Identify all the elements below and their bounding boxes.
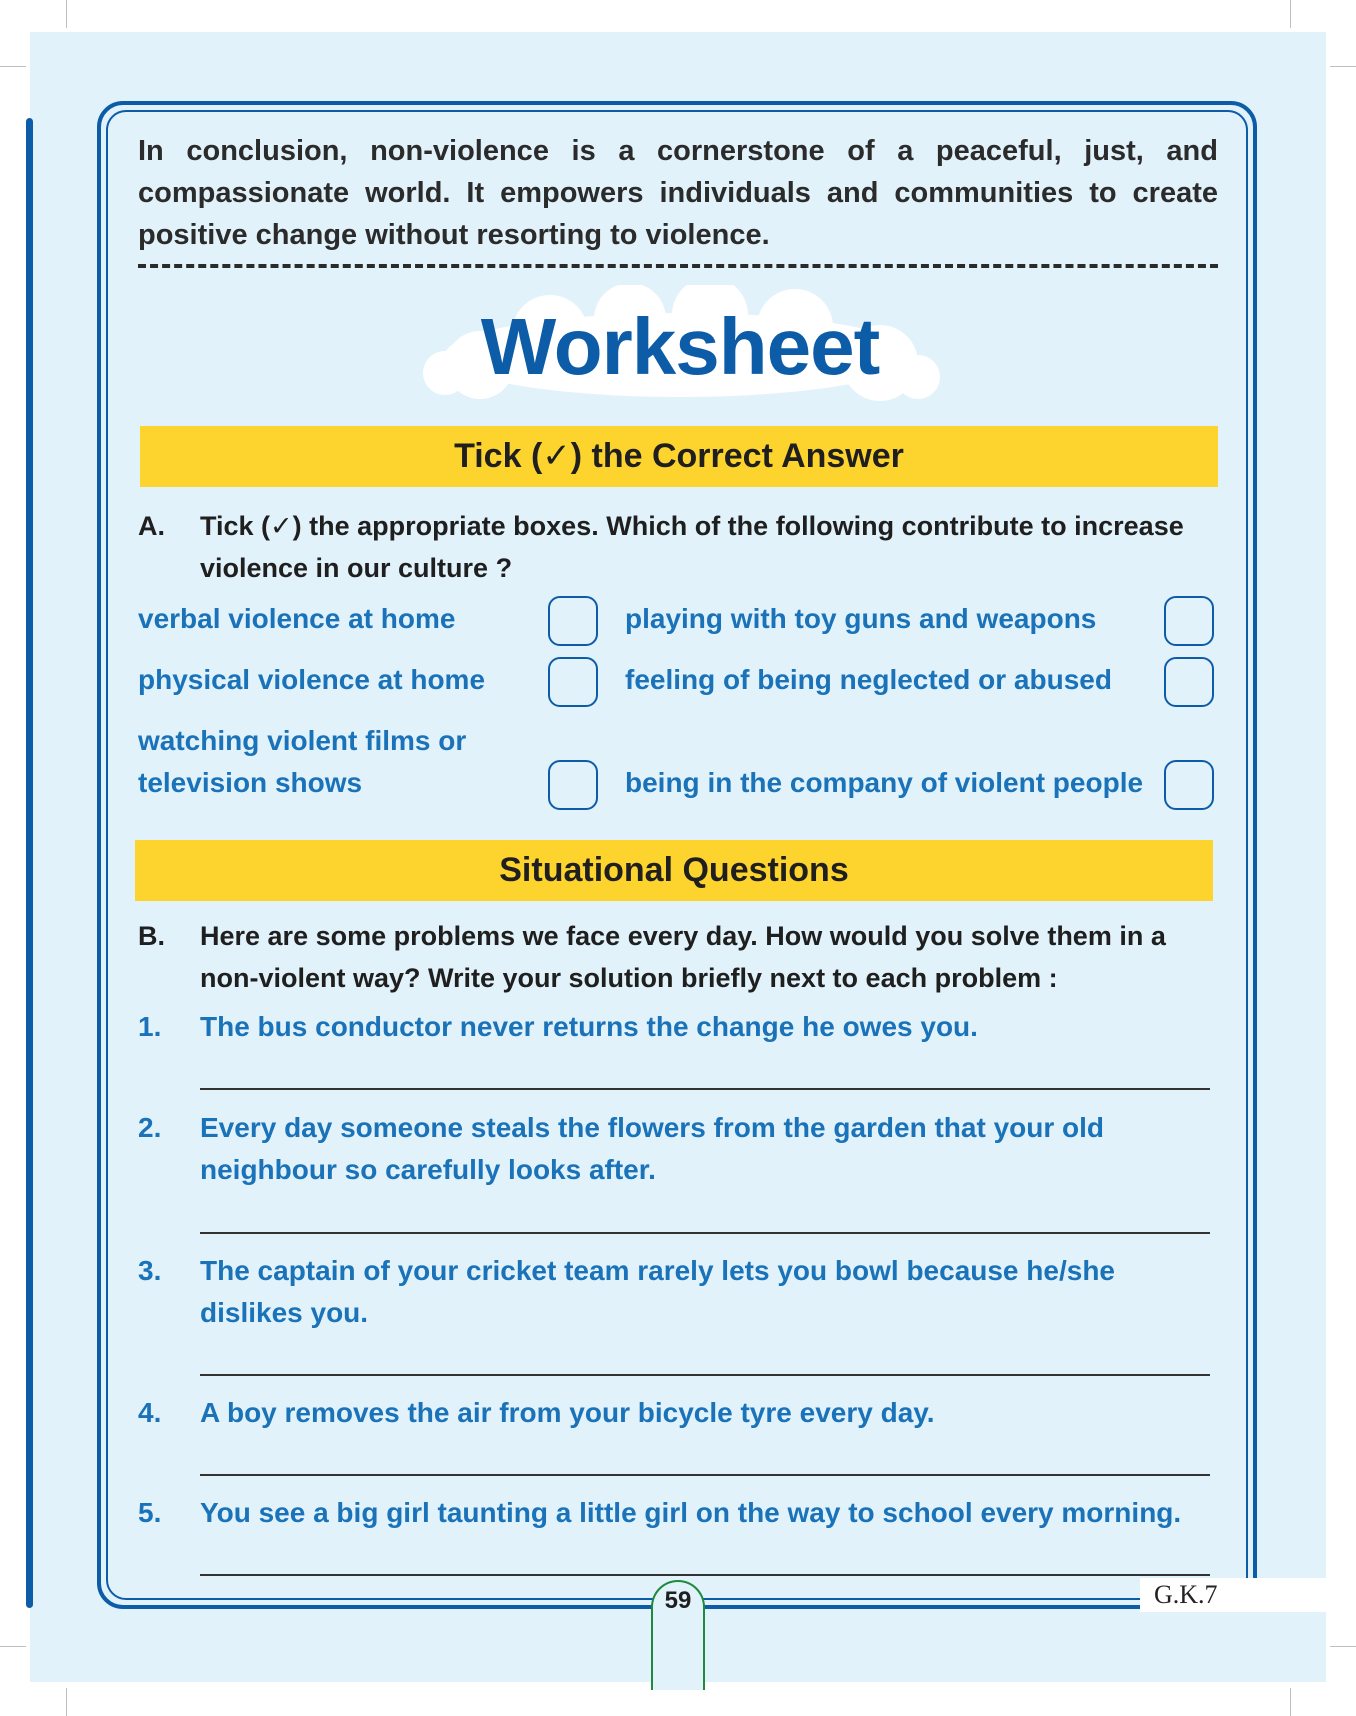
crop-mark	[1330, 1646, 1356, 1647]
answer-line-3[interactable]	[200, 1374, 1210, 1376]
question-a	[138, 505, 1218, 595]
item-number: 3.	[138, 1255, 162, 1286]
crop-mark	[0, 1646, 26, 1647]
checkbox-verbal-violence[interactable]	[548, 596, 598, 646]
option-physical-violence: physical violence at home	[138, 664, 486, 695]
question-label: A.	[138, 511, 165, 541]
problem-item-2	[0, 1107, 1356, 1197]
answer-line-2[interactable]	[200, 1232, 1210, 1234]
item-number: 4.	[138, 1397, 162, 1428]
worksheet-title: Worksheet	[480, 302, 880, 391]
problem-item-5	[0, 1492, 1356, 1542]
checkbox-violent-films[interactable]	[548, 760, 598, 810]
answer-line-1[interactable]	[200, 1088, 1210, 1090]
problem-item-3	[0, 1250, 1356, 1340]
item-text: Every day someone steals the flowers from the garden that your old neighbour so carefully looks after.	[200, 1112, 1105, 1185]
option-violent-company: being in the company of violent people	[625, 767, 1144, 798]
problem-item-4	[0, 1392, 1356, 1442]
checkbox-toy-guns[interactable]	[1164, 596, 1214, 646]
page-number: 59	[664, 1587, 692, 1614]
item-text: You see a big girl taunting a little girl on the way to school every morning.	[200, 1497, 1182, 1528]
question-b	[138, 915, 1218, 1005]
dashed-divider	[138, 264, 1218, 268]
left-edge-bar	[26, 118, 33, 1608]
answer-line-5[interactable]	[200, 1574, 1210, 1576]
checkbox-physical-violence[interactable]	[548, 657, 598, 707]
item-text: The bus conductor never returns the change he owes you.	[200, 1011, 978, 1042]
intro-paragraph: In conclusion, non-violence is a cornerstone of a peaceful, just, and compassionate world. It empowers individuals and communities to create positive change without resorting to violence.	[138, 135, 1218, 251]
question-label: B.	[138, 921, 165, 951]
question-text: Here are some problems we face every day. How would you solve them in a non-violent way? Write your solution briefly next to each problem :	[200, 921, 1166, 993]
crop-mark	[66, 0, 67, 28]
crop-mark	[1330, 66, 1356, 67]
item-number: 1.	[138, 1011, 162, 1042]
option-toy-guns: playing with toy guns and weapons	[625, 603, 1097, 634]
option-verbal-violence: verbal violence at home	[138, 603, 456, 634]
item-text: A boy removes the air from your bicycle tyre every day.	[200, 1397, 935, 1428]
crop-mark	[0, 66, 26, 67]
answer-line-4[interactable]	[200, 1474, 1210, 1476]
section-banner-situational: Situational Questions	[135, 840, 1213, 901]
question-text: Tick (✓) the appropriate boxes. Which of the following contribute to increase violence in our culture ?	[200, 511, 1184, 583]
checkbox-neglected[interactable]	[1164, 657, 1214, 707]
crop-mark	[66, 1688, 67, 1716]
book-code: G.K.7	[1140, 1578, 1330, 1612]
item-number: 2.	[138, 1112, 162, 1143]
checkbox-violent-company[interactable]	[1164, 760, 1214, 810]
crop-mark	[1290, 0, 1291, 28]
option-violent-films: watching violent films or television shows	[138, 725, 467, 798]
item-number: 5.	[138, 1497, 162, 1528]
option-neglected: feeling of being neglected or abused	[625, 664, 1112, 695]
section-banner-tick: Tick (✓) the Correct Answer	[140, 426, 1218, 487]
item-text: The captain of your cricket team rarely lets you bowl because he/she dislikes you.	[200, 1255, 1115, 1328]
crop-mark	[1290, 1688, 1291, 1716]
problem-item-1	[0, 1006, 1356, 1056]
